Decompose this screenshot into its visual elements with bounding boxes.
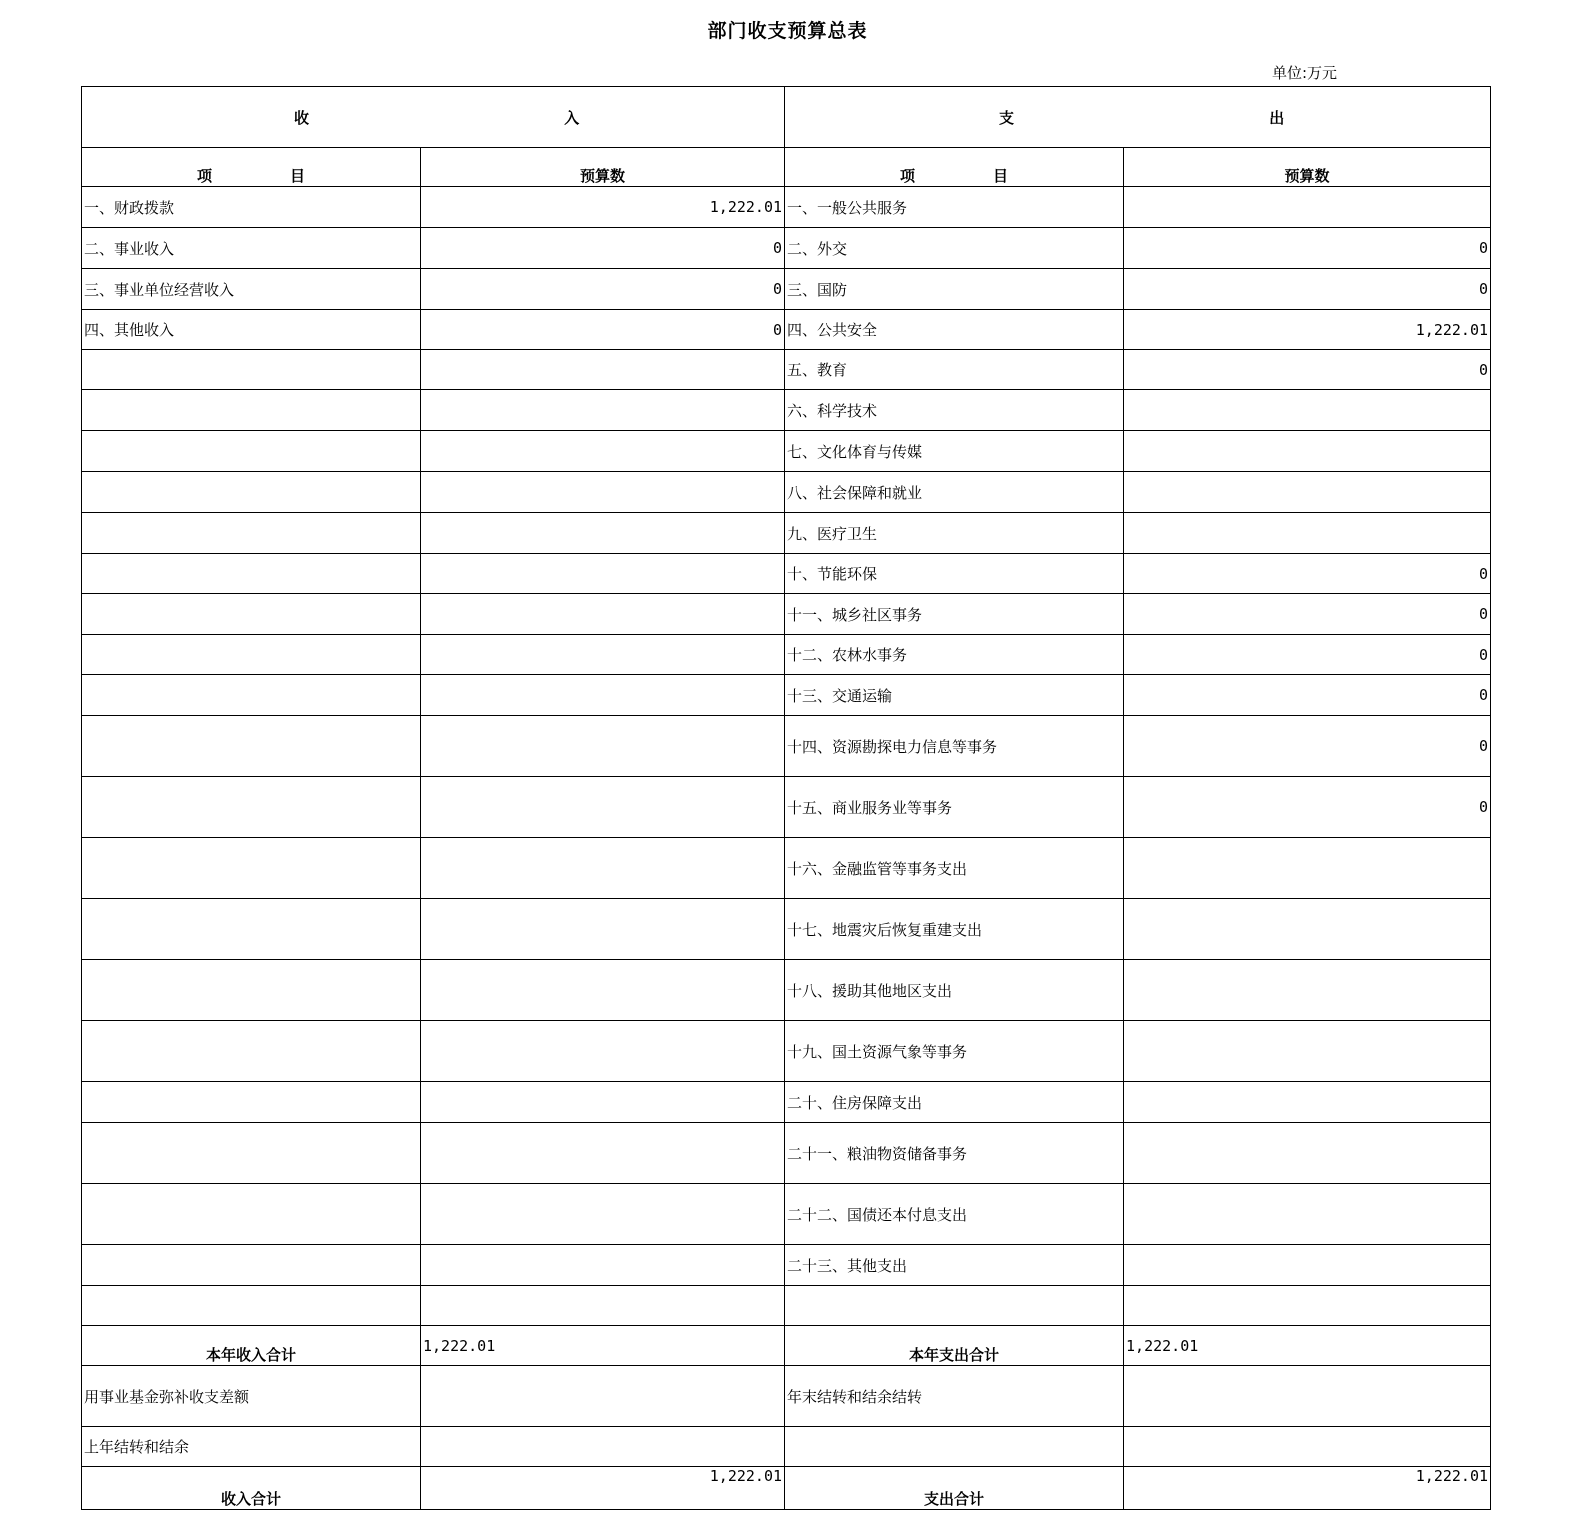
income-item-cell [82,1245,421,1286]
expense-value-cell [1124,960,1491,1021]
expense-value-cell [1124,1082,1491,1123]
income-value-cell: 0 [421,310,785,350]
expense-item-cell: 八、社会保障和就业 [785,472,1124,513]
income-value-cell [421,472,785,513]
carry-row [82,1427,1491,1467]
table-row [82,716,1491,777]
year-expense-total-value: 1,222.01 [1124,1326,1491,1366]
expense-item-cell: 二、外交 [785,228,1124,269]
table-row [82,431,1491,472]
income-value-cell [421,554,785,594]
income-value-cell [421,960,785,1021]
expense-item-cell: 十六、金融监管等事务支出 [785,838,1124,899]
grand-expense-total-label: 支出合计 [785,1467,1124,1510]
expense-item-cell [785,1286,1124,1326]
expense-header-right: 出 [1269,108,1285,127]
income-item-header-b: 目 [290,167,306,185]
income-value-cell: 0 [421,228,785,269]
carry-expense-label [785,1427,1124,1467]
expense-item-cell: 九、医疗卫生 [785,513,1124,554]
income-header-left: 收 [294,108,310,127]
carry-income-value [421,1427,785,1467]
expense-value-cell: 0 [1124,635,1491,675]
expense-value-cell: 0 [1124,554,1491,594]
income-item-cell [82,1082,421,1123]
header-row-main [82,87,1491,148]
table-row [82,1082,1491,1123]
table-row [82,269,1491,310]
income-item-cell [82,554,421,594]
table-row [82,390,1491,431]
budget-table-body [82,87,1491,1510]
income-item-cell [82,594,421,635]
expense-item-cell: 十、节能环保 [785,554,1124,594]
income-item-cell [82,1021,421,1082]
carry-income-label: 上年结转和结余 [82,1427,421,1467]
expense-item-cell: 十二、农林水事务 [785,635,1124,675]
expense-item-header-b: 目 [993,167,1009,185]
income-value-cell [421,635,785,675]
expense-item-cell: 七、文化体育与传媒 [785,431,1124,472]
table-row [82,1286,1491,1326]
expense-item-header-a: 项 [900,167,916,185]
table-row [82,1123,1491,1184]
expense-item-cell: 二十三、其他支出 [785,1245,1124,1286]
expense-budget-header: 预算数 [1124,148,1491,187]
expense-value-cell [1124,390,1491,431]
table-row [82,554,1491,594]
expense-item-cell: 四、公共安全 [785,310,1124,350]
expense-value-cell [1124,1021,1491,1082]
expense-value-cell: 0 [1124,777,1491,838]
expense-item-header [785,148,1124,187]
expense-value-cell [1124,187,1491,228]
budget-table [81,86,1491,1510]
expense-item-cell: 二十二、国债还本付息支出 [785,1184,1124,1245]
expense-value-cell: 0 [1124,269,1491,310]
year-expense-total-label: 本年支出合计 [785,1326,1124,1366]
table-row [82,635,1491,675]
fund-income-value [421,1366,785,1427]
expense-value-cell [1124,1245,1491,1286]
table-row [82,472,1491,513]
expense-item-cell: 十五、商业服务业等事务 [785,777,1124,838]
table-row [82,1184,1491,1245]
income-value-cell [421,431,785,472]
grand-expense-total-value: 1,222.01 [1124,1467,1491,1510]
expense-item-cell: 十四、资源勘探电力信息等事务 [785,716,1124,777]
expense-item-cell: 二十、住房保障支出 [785,1082,1124,1123]
income-item-cell [82,675,421,716]
income-item-cell [82,1123,421,1184]
income-item-cell [82,838,421,899]
income-item-cell [82,472,421,513]
income-item-cell [82,960,421,1021]
table-row [82,777,1491,838]
income-value-cell [421,1286,785,1326]
table-row [82,1245,1491,1286]
income-value-cell [421,350,785,390]
income-item-cell [82,899,421,960]
income-value-cell [421,513,785,554]
expense-item-cell: 二十一、粮油物资储备事务 [785,1123,1124,1184]
carry-expense-value [1124,1427,1491,1467]
income-value-cell: 1,222.01 [421,187,785,228]
table-row [82,350,1491,390]
income-item-cell [82,777,421,838]
grand-total-row [82,1467,1491,1510]
income-value-cell [421,1021,785,1082]
expense-value-cell [1124,472,1491,513]
income-item-cell: 一、财政拨款 [82,187,421,228]
expense-item-cell: 十三、交通运输 [785,675,1124,716]
table-row [82,310,1491,350]
expense-item-cell: 十七、地震灾后恢复重建支出 [785,899,1124,960]
income-item-cell [82,431,421,472]
income-header-right: 入 [564,108,580,127]
table-row [82,1021,1491,1082]
expense-value-cell: 0 [1124,716,1491,777]
income-item-cell [82,716,421,777]
year-total-row [82,1326,1491,1366]
income-item-cell [82,1286,421,1326]
income-value-cell [421,1184,785,1245]
income-value-cell [421,594,785,635]
income-value-cell [421,1082,785,1123]
income-item-cell: 四、其他收入 [82,310,421,350]
income-value-cell [421,1245,785,1286]
table-row [82,187,1491,228]
expense-value-cell: 1,222.01 [1124,310,1491,350]
expense-item-cell: 一、一般公共服务 [785,187,1124,228]
table-row [82,899,1491,960]
expense-value-cell: 0 [1124,594,1491,635]
income-value-cell [421,675,785,716]
income-value-cell [421,716,785,777]
table-row [82,838,1491,899]
expense-value-cell: 0 [1124,350,1491,390]
expense-item-cell: 三、国防 [785,269,1124,310]
expense-value-cell [1124,513,1491,554]
income-item-header-a: 项 [196,167,212,185]
grand-income-total-value: 1,222.01 [421,1467,785,1510]
income-item-cell: 二、事业收入 [82,228,421,269]
year-income-total-value: 1,222.01 [421,1326,785,1366]
year-income-total-label: 本年收入合计 [82,1326,421,1366]
header-row-sub [82,148,1491,187]
unit-label: 单位:万元 [1272,64,1338,82]
expense-item-cell: 六、科学技术 [785,390,1124,431]
expense-item-cell: 十九、国土资源气象等事务 [785,1021,1124,1082]
income-value-cell [421,777,785,838]
page-title: 部门收支预算总表 [707,20,868,42]
expense-item-cell: 十八、援助其他地区支出 [785,960,1124,1021]
income-item-cell [82,1184,421,1245]
table-row [82,228,1491,269]
income-item-cell: 三、事业单位经营收入 [82,269,421,310]
expense-value-cell [1124,1286,1491,1326]
grand-income-total-label: 收入合计 [82,1467,421,1510]
table-row [82,675,1491,716]
expense-value-cell [1124,838,1491,899]
income-value-cell [421,1123,785,1184]
fund-row [82,1366,1491,1427]
income-item-cell [82,390,421,431]
income-header [82,87,785,148]
income-item-cell [82,635,421,675]
expense-item-cell: 五、教育 [785,350,1124,390]
expense-header-left: 支 [999,108,1015,127]
fund-expense-label: 年末结转和结余结转 [785,1366,1124,1427]
fund-expense-value [1124,1366,1491,1427]
income-item-header [82,148,421,187]
fund-income-label: 用事业基金弥补收支差额 [82,1366,421,1427]
expense-value-cell: 0 [1124,675,1491,716]
income-value-cell: 0 [421,269,785,310]
table-row [82,513,1491,554]
expense-value-cell: 0 [1124,228,1491,269]
expense-value-cell [1124,431,1491,472]
income-value-cell [421,899,785,960]
income-value-cell [421,390,785,431]
expense-header [785,87,1491,148]
table-row [82,960,1491,1021]
expense-item-cell: 十一、城乡社区事务 [785,594,1124,635]
table-row [82,594,1491,635]
income-item-cell [82,350,421,390]
expense-value-cell [1124,899,1491,960]
income-item-cell [82,513,421,554]
income-budget-header: 预算数 [421,148,785,187]
expense-value-cell [1124,1123,1491,1184]
expense-value-cell [1124,1184,1491,1245]
income-value-cell [421,838,785,899]
